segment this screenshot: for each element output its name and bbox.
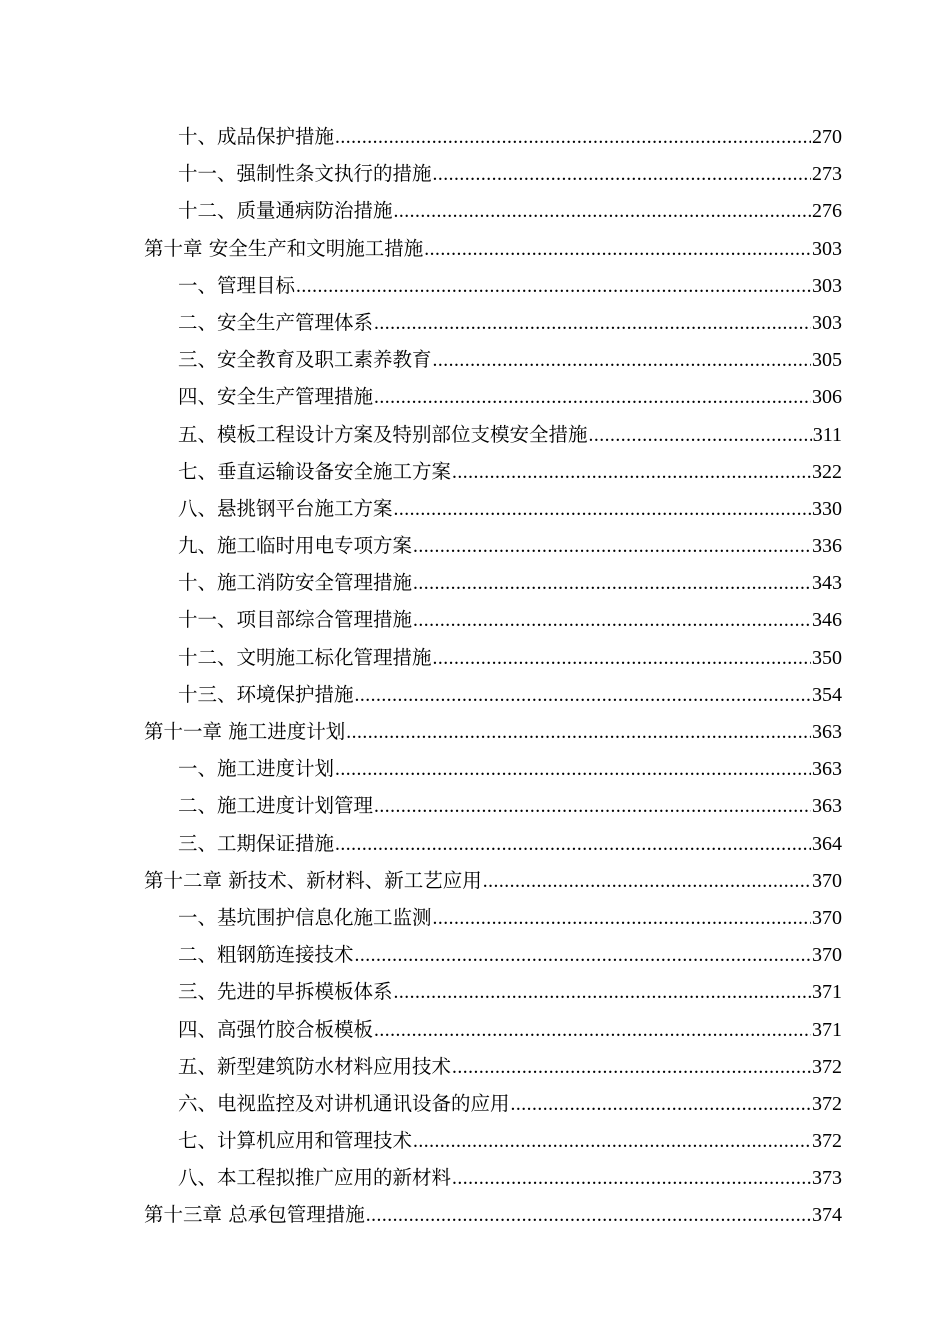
toc-chapter-entry[interactable] [144, 862, 842, 899]
toc-entry-label: 一、管理目标 [178, 273, 296, 297]
toc-entry-label: 三、工期保证措施 [178, 831, 335, 855]
toc-section-entry[interactable] [144, 639, 842, 676]
toc-dot-leader [413, 602, 811, 639]
toc-dot-leader [452, 454, 811, 491]
toc-section-entry[interactable] [144, 304, 842, 341]
toc-dot-leader [355, 937, 811, 974]
toc-section-entry[interactable] [144, 1048, 842, 1085]
toc-section-entry[interactable] [144, 601, 842, 638]
toc-section-entry[interactable] [144, 118, 842, 155]
toc-entry-label: 二、安全生产管理体系 [178, 310, 374, 334]
toc-dot-leader [296, 268, 811, 305]
toc-section-entry[interactable] [144, 416, 842, 453]
toc-entry-label: 十三、环境保护措施 [178, 682, 354, 706]
toc-dot-leader [433, 640, 811, 677]
toc-dot-leader [394, 491, 811, 528]
toc-entry-label: 第十一章 施工进度计划 [144, 720, 346, 743]
toc-dot-leader [433, 900, 811, 937]
toc-page-number: 330 [812, 497, 842, 520]
toc-page-number: 363 [812, 758, 842, 781]
toc-dot-leader [452, 1160, 811, 1197]
toc-entry-label: 十一、强制性条文执行的措施 [178, 162, 432, 186]
toc-page-number: 311 [812, 423, 842, 446]
toc-dot-leader [413, 1123, 811, 1160]
toc-entry-label: 一、基坑围护信息化施工监测 [178, 905, 432, 929]
toc-dot-leader [433, 342, 811, 379]
toc-dot-leader [413, 565, 811, 602]
toc-page-number: 371 [812, 1018, 842, 1041]
toc-page-number: 273 [812, 163, 842, 186]
toc-page-number: 364 [812, 832, 842, 855]
toc-section-entry[interactable] [144, 267, 842, 304]
toc-section-entry[interactable] [144, 787, 842, 824]
toc-page-number: 363 [812, 721, 842, 743]
toc-page-number: 354 [812, 683, 842, 706]
toc-page-number: 363 [812, 795, 842, 818]
toc-section-entry[interactable] [144, 527, 842, 564]
toc-entry-label: 第十三章 总承包管理措施 [144, 1203, 365, 1227]
toc-entry-label: 六、电视监控及对讲机通讯设备的应用 [178, 1091, 510, 1115]
toc-section-entry[interactable] [144, 1159, 842, 1196]
toc-section-entry[interactable] [144, 155, 842, 192]
toc-entry-label: 八、悬挑钢平台施工方案 [178, 496, 393, 520]
toc-entry-label: 九、施工临时用电专项方案 [178, 534, 413, 558]
toc-entry-label: 十二、文明施工标化管理措施 [178, 645, 432, 669]
toc-entry-label: 五、新型建筑防水材料应用技术 [178, 1054, 452, 1078]
toc-page-number: 322 [812, 460, 842, 483]
toc-chapter-entry[interactable] [144, 713, 842, 750]
toc-section-entry[interactable] [144, 825, 842, 862]
toc-entry-label: 十、施工消防安全管理措施 [178, 571, 413, 595]
toc-page-number: 336 [812, 535, 842, 558]
toc-entry-label: 四、安全生产管理措施 [178, 385, 374, 409]
toc-entry-label: 十二、质量通病防治措施 [178, 199, 393, 223]
toc-dot-leader [394, 974, 811, 1011]
toc-section-entry[interactable] [144, 341, 842, 378]
toc-dot-leader [483, 863, 811, 900]
toc-section-entry[interactable] [144, 378, 842, 415]
toc-page-number: 372 [812, 1092, 842, 1115]
toc-dot-leader [452, 1049, 811, 1086]
toc-entry-label: 十一、项目部综合管理措施 [178, 608, 413, 632]
toc-page-number: 276 [812, 200, 842, 223]
toc-entry-label: 二、施工进度计划管理 [178, 794, 374, 818]
toc-section-entry[interactable] [144, 1085, 842, 1122]
toc-entry-label: 第十章 安全生产和文明施工措施 [144, 236, 424, 260]
toc-page-number: 306 [812, 386, 842, 409]
toc-dot-leader [366, 1197, 811, 1234]
toc-dot-leader [374, 788, 811, 825]
toc-page-number: 270 [812, 126, 842, 148]
toc-page-number: 350 [812, 646, 842, 669]
toc-page-number: 303 [812, 311, 842, 334]
toc-section-entry[interactable] [144, 750, 842, 787]
toc-page-number: 343 [812, 572, 842, 595]
toc-dot-leader [335, 119, 811, 156]
table-of-contents [144, 118, 842, 1234]
toc-section-entry[interactable] [144, 899, 842, 936]
toc-entry-label: 第十二章 新技术、新材料、新工艺应用 [144, 868, 482, 892]
toc-page-number: 346 [812, 609, 842, 632]
toc-dot-leader [413, 528, 811, 565]
toc-section-entry[interactable] [144, 973, 842, 1010]
toc-entry-label: 七、计算机应用和管理技术 [178, 1129, 413, 1153]
toc-entry-label: 二、粗钢筋连接技术 [178, 943, 354, 967]
toc-section-entry[interactable] [144, 676, 842, 713]
toc-page-number: 372 [812, 1055, 842, 1078]
toc-dot-leader [374, 1012, 811, 1049]
toc-dot-leader [374, 379, 811, 416]
toc-page-number: 305 [812, 349, 842, 372]
toc-section-entry[interactable] [144, 453, 842, 490]
toc-page-number: 370 [812, 906, 842, 929]
toc-entry-label: 十、成品保护措施 [178, 125, 335, 148]
toc-dot-leader [335, 751, 811, 788]
toc-page-number: 373 [812, 1167, 842, 1190]
toc-dot-leader [394, 193, 811, 230]
toc-page-number: 303 [812, 237, 842, 260]
toc-entry-label: 七、垂直运输设备安全施工方案 [178, 459, 452, 483]
toc-dot-leader [335, 826, 811, 863]
toc-page-number: 372 [812, 1130, 842, 1153]
toc-entry-label: 三、安全教育及职工素养教育 [178, 348, 432, 372]
toc-section-entry[interactable] [144, 1122, 842, 1159]
toc-dot-leader [374, 305, 811, 342]
toc-page-number: 370 [812, 869, 842, 892]
toc-page-number: 374 [812, 1204, 842, 1227]
toc-entry-label: 一、施工进度计划 [178, 757, 335, 781]
toc-section-entry[interactable] [144, 936, 842, 973]
toc-entry-label: 五、模板工程设计方案及特别部位支模安全措施 [178, 422, 588, 446]
toc-page-number: 371 [812, 981, 842, 1004]
toc-page-number: 303 [812, 274, 842, 297]
toc-section-entry[interactable] [144, 1011, 842, 1048]
toc-section-entry[interactable] [144, 564, 842, 601]
toc-chapter-entry[interactable] [144, 1196, 842, 1233]
toc-section-entry[interactable] [144, 192, 842, 229]
toc-entry-label: 三、先进的早拆模板体系 [178, 980, 393, 1004]
toc-chapter-entry[interactable] [144, 230, 842, 267]
toc-entry-label: 四、高强竹胶合板模板 [178, 1017, 374, 1041]
toc-dot-leader [433, 156, 811, 193]
toc-dot-leader [589, 417, 812, 454]
toc-dot-leader [355, 677, 811, 714]
toc-dot-leader [424, 231, 811, 268]
toc-dot-leader [346, 714, 811, 751]
toc-dot-leader [511, 1086, 811, 1123]
toc-page-number: 370 [812, 944, 842, 967]
toc-entry-label: 八、本工程拟推广应用的新材料 [178, 1166, 452, 1190]
toc-section-entry[interactable] [144, 490, 842, 527]
